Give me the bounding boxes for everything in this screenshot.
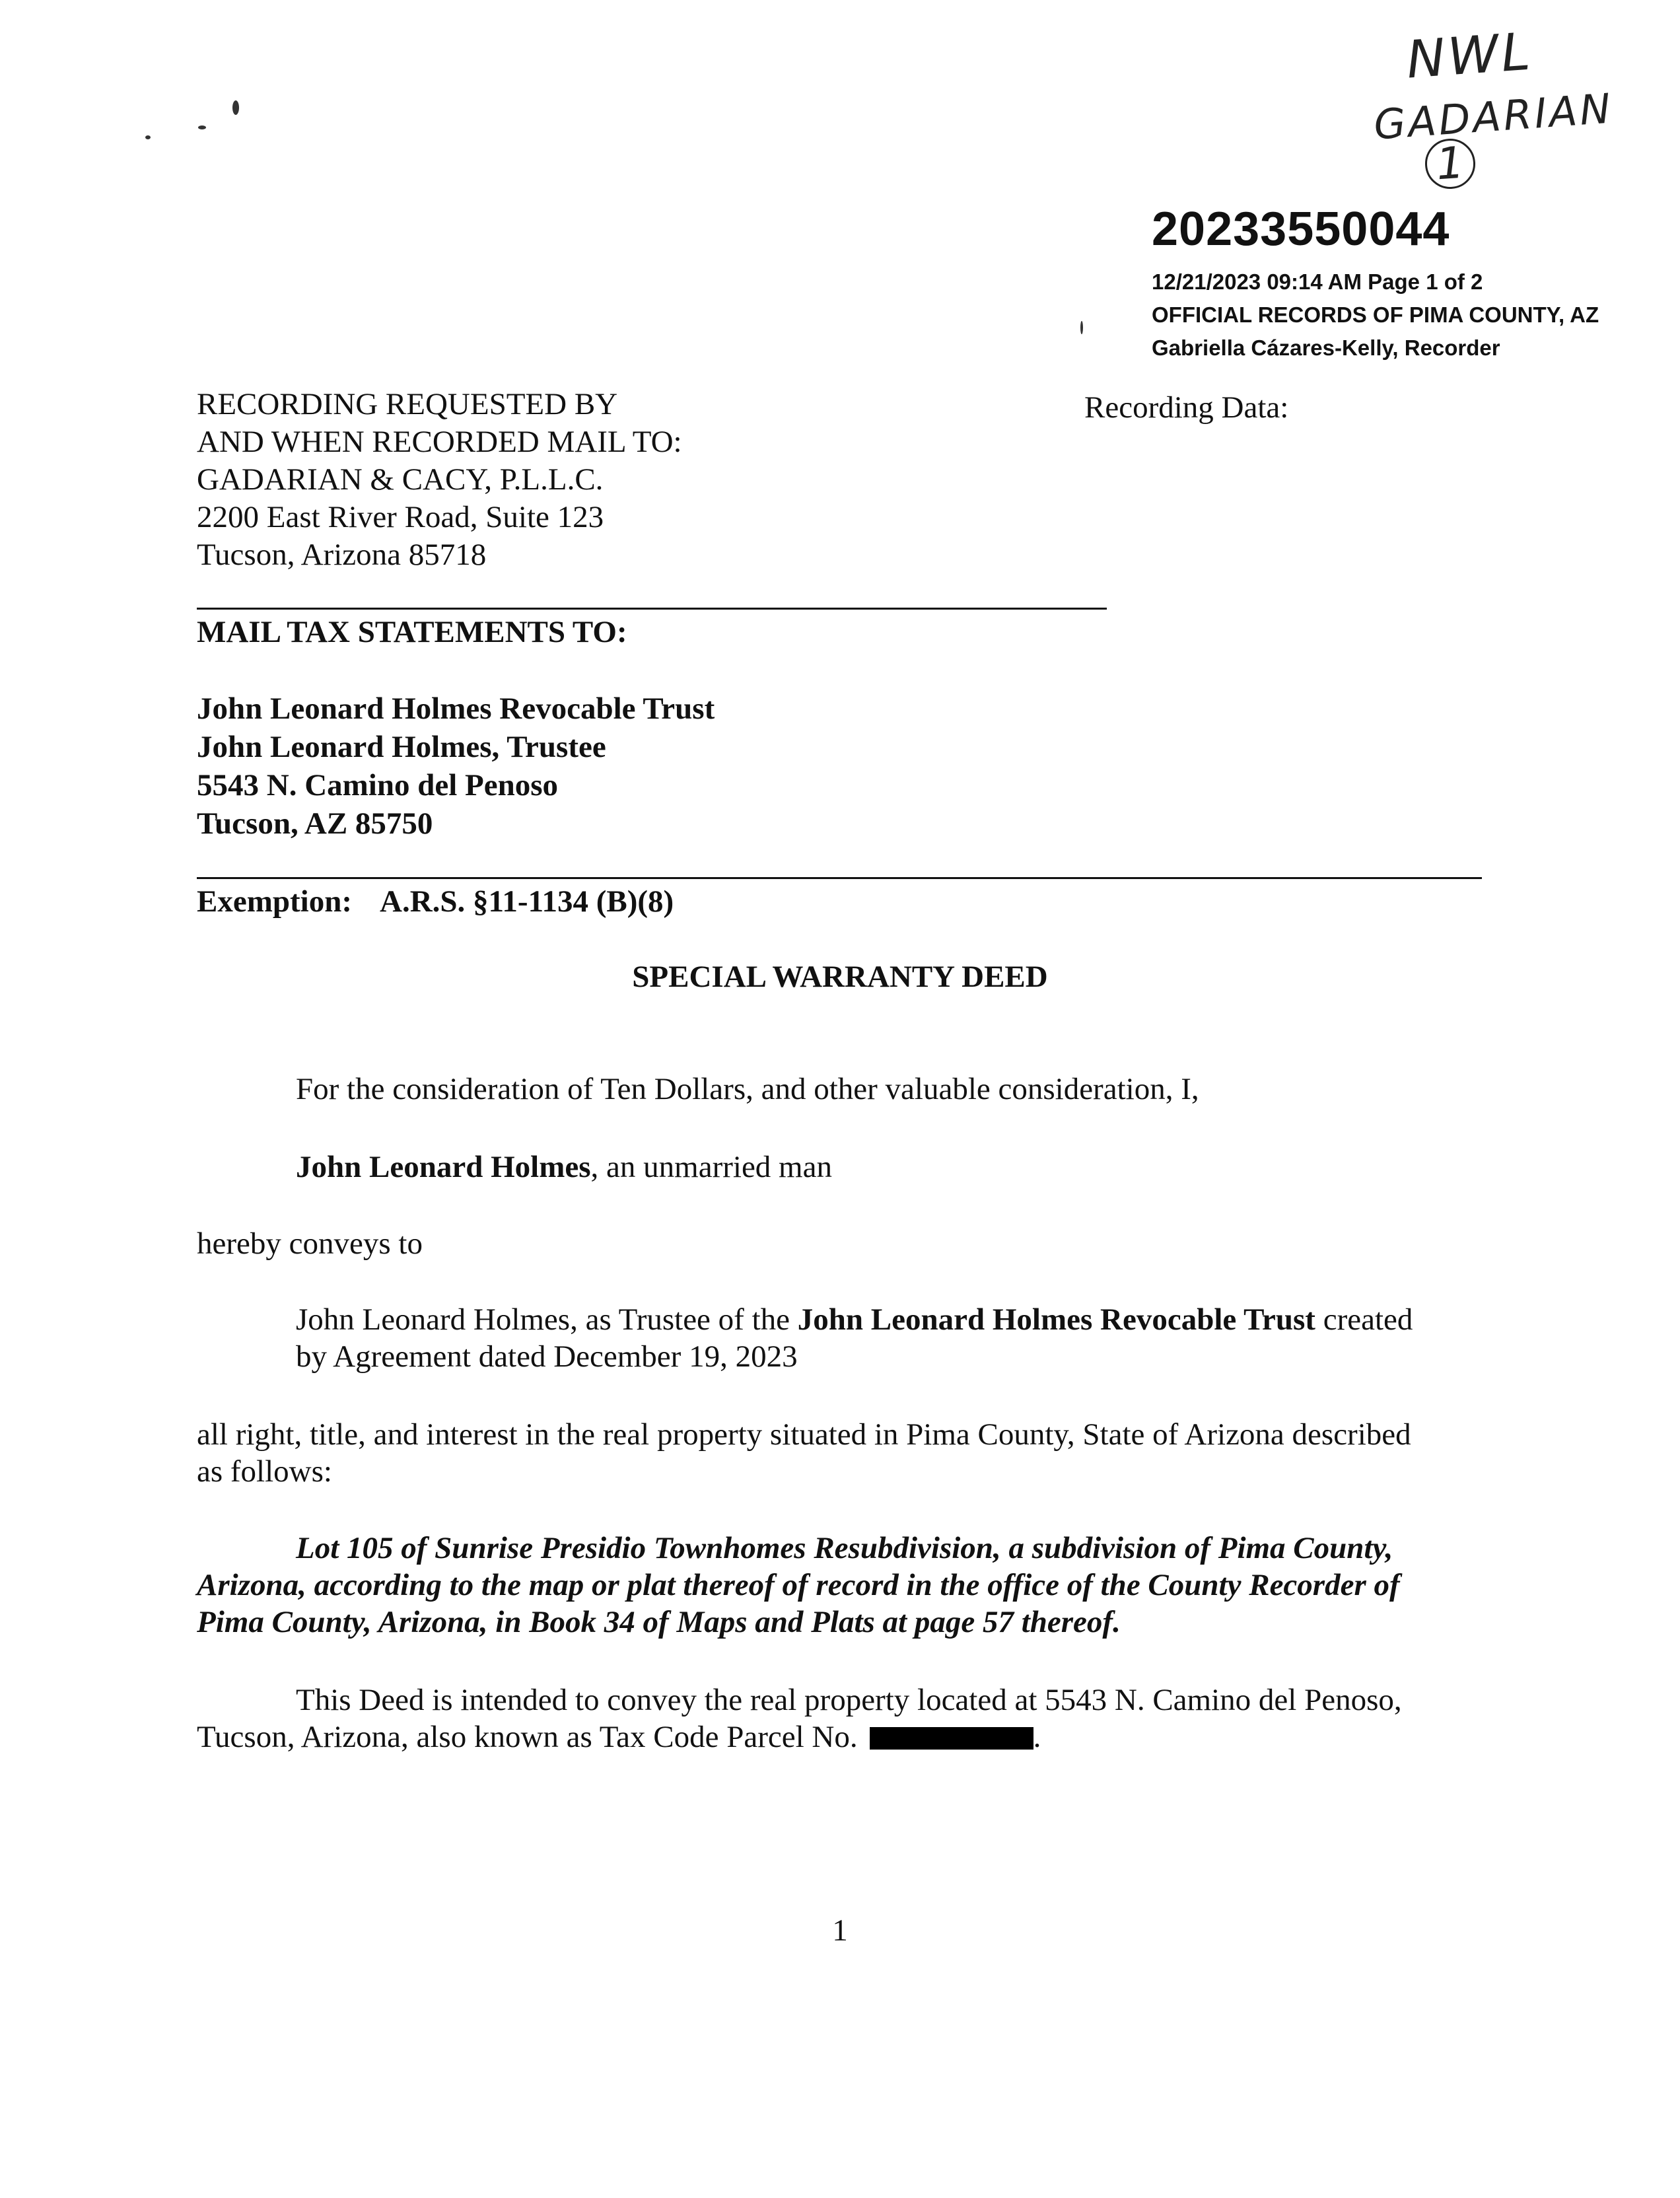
tax-address-line: 5543 N. Camino del Penoso xyxy=(197,768,559,802)
page-number: 1 xyxy=(832,1913,848,1948)
exemption-line xyxy=(197,882,674,921)
exemption-label: Exemption: xyxy=(197,884,352,919)
scan-speck xyxy=(1080,321,1083,334)
scan-speck xyxy=(145,135,151,139)
interest-line-2: as follows: xyxy=(197,1454,332,1489)
grantor-name: John Leonard Holmes xyxy=(296,1150,591,1184)
recording-line: GADARIAN & CACY, P.L.L.C. xyxy=(197,462,604,497)
tax-statements-address xyxy=(197,690,715,843)
handwritten-name: GADARIAN xyxy=(1372,84,1615,149)
legal-line-2: Arizona, according to the map or plat thereof of record in the office of the County Recorder of xyxy=(197,1568,1400,1602)
recording-number: 20233550044 xyxy=(1152,203,1450,256)
tax-address-line: John Leonard Holmes, Trustee xyxy=(197,730,606,764)
redacted-parcel-number xyxy=(870,1727,1033,1750)
grantee-prefix: John Leonard Holmes, as Trustee of the xyxy=(296,1302,798,1337)
intent-period: . xyxy=(1033,1720,1041,1754)
scan-speck xyxy=(198,125,206,129)
consideration-paragraph: For the consideration of Ten Dollars, and other valuable consideration, I, xyxy=(296,1072,1199,1106)
intent-paragraph xyxy=(197,1682,1402,1755)
tax-statements-heading: MAIL TAX STATEMENTS TO: xyxy=(197,615,627,649)
recording-line: 2200 East River Road, Suite 123 xyxy=(197,500,604,534)
recording-line: RECORDING REQUESTED BY xyxy=(197,387,618,421)
grantee-paragraph xyxy=(296,1301,1413,1375)
grantee-line-2: by Agreement dated December 19, 2023 xyxy=(296,1339,798,1374)
recording-data-label: Recording Data: xyxy=(1084,390,1289,425)
deed-title: SPECIAL WARRANTY DEED xyxy=(632,960,1048,994)
intent-line-1: This Deed is intended to convey the real property located at 5543 N. Camino del Penoso, xyxy=(296,1683,1402,1717)
handwritten-number: 1 xyxy=(1423,137,1477,190)
legal-description xyxy=(197,1530,1400,1641)
conveys-line: hereby conveys to xyxy=(197,1226,423,1261)
recording-requested-block xyxy=(197,386,682,574)
recording-line: AND WHEN RECORDED MAIL TO: xyxy=(197,425,682,459)
interest-line-1: all right, title, and interest in the real property situated in Pima County, State of Arizona described xyxy=(197,1417,1411,1452)
divider-line xyxy=(197,608,1107,610)
recording-stamp-details xyxy=(1152,266,1599,365)
scan-speck xyxy=(232,100,239,115)
legal-line-3: Pima County, Arizona, in Book 34 of Maps and Plats at page 57 thereof. xyxy=(197,1605,1121,1639)
tax-address-line: Tucson, AZ 85750 xyxy=(197,806,433,841)
grantor-line xyxy=(296,1148,832,1186)
recording-recorder: Gabriella Cázares-Kelly, Recorder xyxy=(1152,336,1500,360)
recording-office: OFFICIAL RECORDS OF PIMA COUNTY, AZ xyxy=(1152,302,1599,327)
interest-paragraph xyxy=(197,1416,1411,1490)
grantor-suffix: , an unmarried man xyxy=(590,1150,832,1184)
divider-line xyxy=(197,877,1482,879)
handwritten-initials: NWL xyxy=(1405,22,1535,90)
recording-datetime: 12/21/2023 09:14 AM Page 1 of 2 xyxy=(1152,269,1483,294)
grantee-trust-name: John Leonard Holmes Revocable Trust xyxy=(797,1302,1315,1337)
tax-address-line: John Leonard Holmes Revocable Trust xyxy=(197,691,715,726)
exemption-value: A.R.S. §11-1134 (B)(8) xyxy=(380,884,674,919)
intent-line-2: Tucson, Arizona, also known as Tax Code Parcel No. xyxy=(197,1720,858,1754)
grantee-suffix: created xyxy=(1315,1302,1413,1337)
legal-line-1: Lot 105 of Sunrise Presidio Townhomes Resubdivision, a subdivision of Pima County, xyxy=(296,1531,1393,1565)
recording-line: Tucson, Arizona 85718 xyxy=(197,538,487,572)
